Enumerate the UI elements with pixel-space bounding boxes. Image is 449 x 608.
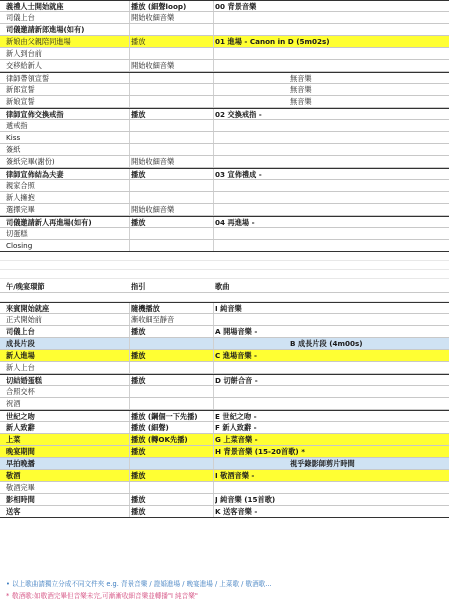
table-row [0,204,449,216]
column-divider [129,362,130,373]
column-divider [213,422,214,433]
column-divider [129,228,130,239]
column-divider [129,132,130,143]
cell-step: 影相時間 [6,495,35,504]
cell-instruction: 開始收細音樂 [131,61,175,70]
table-row [0,422,449,434]
column-divider [213,204,214,215]
column-divider [213,120,214,131]
cell-song: 03 宣佈禮成 - [215,170,262,179]
column-divider [213,169,214,179]
cell-song: 00 背景音樂 [215,2,257,11]
column-divider [129,434,130,445]
cell-instruction [131,96,213,107]
column-divider [129,422,130,433]
column-divider [213,24,214,35]
table-row [0,228,449,240]
cell-instruction [131,73,213,84]
column-divider [213,36,214,47]
cell-instruction: 播放 [131,110,146,119]
column-divider [213,470,214,481]
column-divider [129,120,130,131]
cell-step: 送客 [6,507,21,516]
cell-song [215,180,445,191]
table-row [0,96,449,108]
cell-step: 早拍晚播 [6,459,35,468]
cell-instruction [131,240,213,251]
table-row [0,314,449,326]
table-row [0,180,449,192]
cell-step: 簽紙完畢(謝份) [6,157,55,166]
column-divider [213,144,214,155]
cell-instruction [131,458,213,469]
cell-step: 來賓開始就座 [6,304,50,313]
cell-song [215,204,445,215]
column-divider [213,96,214,107]
cell-step: Closing [6,241,33,250]
cell-instruction: 播放 (細聲) [131,423,169,432]
table-row [0,48,449,60]
column-divider [213,386,214,397]
cell-song: A 開場音樂 - [215,327,258,336]
table-row [0,338,449,350]
table-row [0,494,449,506]
cell-step: 司儀上台 [6,327,35,336]
cell-step: 敬酒 [6,471,21,480]
cell-step: 新人致辭 [6,423,35,432]
cell-step: 簽紙 [6,145,21,154]
cell-song [215,192,445,203]
table-row [0,398,449,410]
column-divider [213,240,214,251]
table-row [0,434,449,446]
cell-instruction: 播放 (鋼個一下先播) [131,412,198,421]
cell-instruction [131,362,213,373]
cell-step: 新娘宣誓 [6,97,35,106]
table-row [0,144,449,156]
column-divider [213,411,214,421]
cell-song-note: 無音樂 [290,85,312,94]
cell-instruction [131,144,213,155]
column-divider [213,109,214,119]
column-divider [129,314,130,325]
cell-song: 02 交換戒指 - [215,110,262,119]
table-row [0,24,449,36]
cell-song: G 上菜音樂 - [215,435,258,444]
column-divider [213,228,214,239]
column-divider [213,132,214,143]
cell-step: 律師宣佈交換戒指 [6,110,64,119]
cell-instruction: 播放 [131,351,146,360]
table-row [0,350,449,362]
column-divider [213,1,214,11]
column-divider [129,411,130,421]
table-row [0,36,449,48]
cell-step: 新郎宣誓 [6,85,35,94]
cell-song [215,228,445,239]
table-row [0,12,449,24]
column-divider [213,446,214,457]
header-instruction: 指引 [131,282,146,291]
column-divider [129,303,130,313]
cell-instruction [131,84,213,95]
cell-step: 切結婚蛋糕 [6,376,42,385]
column-divider [213,326,214,337]
cell-song: C 進場音樂 - [215,351,258,360]
table-row [0,84,449,96]
column-divider [213,434,214,445]
cell-step: 世紀之吻 [6,412,35,421]
cell-song: I 純音樂 [215,304,242,313]
column-divider [213,60,214,71]
cell-instruction: 播放 [131,376,146,385]
cell-instruction: 播放 [131,447,146,456]
table-row [0,0,449,12]
cell-step: 新娘由父親陪同進場 [6,37,71,46]
cell-song [215,132,445,143]
column-divider [213,482,214,493]
cell-step: 合照交杯 [6,387,35,396]
table-row [0,168,449,180]
header-step: 午/晚宴環節 [6,282,45,291]
cell-step: 成長片段 [6,339,35,348]
column-divider [129,482,130,493]
cell-step: 司儀邀請新郎進場(如有) [6,25,85,34]
column-divider [213,73,214,83]
cell-song: I 敬酒音樂 - [215,471,255,480]
column-divider [129,84,130,95]
column-divider [129,96,130,107]
cell-step: 交移給新人 [6,61,42,70]
note-folders: • 以上歌曲請獨立分成不同文件夾 e.g. 背景音樂 / 證婚進場 / 晚宴進場 / 上菜歌 / 敬酒歌... [6,580,272,588]
cell-song [215,386,445,397]
column-divider [213,458,214,469]
table-row [0,72,449,84]
cell-step: 律師宣佈結為夫妻 [6,170,64,179]
cell-song [215,156,445,167]
cell-instruction [131,48,213,59]
cell-step: 親家合照 [6,181,35,190]
column-divider [213,494,214,505]
table-row [0,192,449,204]
cell-song [215,120,445,131]
column-divider [129,326,130,337]
column-divider [129,470,130,481]
cell-step: 義禮人士開始就座 [6,2,64,11]
cell-song [215,48,445,59]
cell-instruction [131,180,213,191]
column-divider [129,217,130,227]
empty-row [0,270,449,279]
column-divider [129,240,130,251]
cell-instruction: 播放 [131,37,146,46]
table-row [0,216,449,228]
table-row [0,446,449,458]
column-divider [129,338,130,349]
cell-instruction [131,482,213,493]
column-divider [213,192,214,203]
column-divider [213,303,214,313]
cell-step: 正式開始前 [6,315,42,324]
cell-song: H 背景音樂 (15-20首歌) * [215,447,305,456]
table-row [0,326,449,338]
column-divider [129,350,130,361]
table-row [0,60,449,72]
column-divider [213,217,214,227]
column-divider [129,375,130,385]
cell-song [215,482,445,493]
cell-step: 祝酒 [6,399,21,408]
table-row [0,108,449,120]
cell-step: 新人擁抱 [6,193,35,202]
cell-step: 新人進場 [6,351,35,360]
table-row [0,374,449,386]
cell-instruction [131,338,213,349]
cell-step: 上菜 [6,435,21,444]
column-divider [129,1,130,11]
column-divider [129,36,130,47]
table-row [0,132,449,144]
column-divider [129,24,130,35]
cell-song: 04 再進場 - [215,218,255,227]
cell-song-note: B 成長片段 (4m00s) [290,339,363,348]
column-divider [129,506,130,517]
column-divider [129,180,130,191]
cell-song: F 新人致辭 - [215,423,257,432]
table-row [0,240,449,252]
column-divider [129,48,130,59]
table-row [0,482,449,494]
column-divider [129,458,130,469]
column-divider [129,386,130,397]
column-divider [213,12,214,23]
cell-instruction: 播放 (細聲loop) [131,2,187,11]
cell-instruction: 隨機播放 [131,304,160,313]
column-divider [129,109,130,119]
cell-song: 01 進場 - Canon in D (5m02s) [215,37,330,46]
column-divider [213,398,214,409]
cell-step: Kiss [6,133,21,142]
note-toast-music: * 敬酒歌:如敬酒完畢但音樂未完,可漸漸收細音樂並轉播"I 純音樂" [6,592,198,600]
cell-instruction: 播放 [131,507,146,516]
table-header [0,279,449,293]
column-divider [213,350,214,361]
column-divider [213,156,214,167]
column-divider [213,338,214,349]
cell-song [215,240,445,251]
cell-instruction [131,228,213,239]
cell-instruction: 播放 (轉OK先播) [131,435,188,444]
column-divider [129,73,130,83]
cell-instruction: 開始收細音樂 [131,13,175,22]
cell-song [215,362,445,373]
table-row [0,302,449,314]
cell-song [215,144,445,155]
cell-step: 遞戒指 [6,121,28,130]
cell-instruction [131,120,213,131]
header-song: 歌曲 [215,282,230,291]
cell-instruction: 播放 [131,471,146,480]
cell-instruction: 播放 [131,170,146,179]
column-divider [129,192,130,203]
column-divider [129,204,130,215]
column-divider [129,156,130,167]
column-divider [129,12,130,23]
cell-song: K 送客音樂 - [215,507,258,516]
cell-song [215,398,445,409]
cell-song: E 世紀之吻 - [215,412,257,421]
cell-song [215,60,445,71]
column-divider [129,494,130,505]
empty-row [0,293,449,302]
cell-instruction: 播放 [131,327,146,336]
cell-instruction: 開始收細音樂 [131,157,175,166]
cell-song [215,24,445,35]
cell-song: J 純音樂 (15首歌) [215,495,276,504]
table-row [0,156,449,168]
column-divider [213,180,214,191]
cell-instruction: 漸收細至靜音 [131,315,175,324]
cell-instruction [131,24,213,35]
cell-step: 切蛋糕 [6,229,28,238]
table-row [0,506,449,518]
column-divider [129,169,130,179]
table-row [0,470,449,482]
column-divider [213,362,214,373]
column-divider [129,144,130,155]
table-row [0,120,449,132]
empty-row [0,252,449,261]
column-divider [129,398,130,409]
cell-instruction: 播放 [131,495,146,504]
cell-instruction: 播放 [131,218,146,227]
column-divider [129,446,130,457]
cell-song [215,12,445,23]
column-divider [213,84,214,95]
table-row [0,386,449,398]
cell-step: 選擇完畢 [6,205,35,214]
cell-song [215,314,445,325]
cell-step: 律師帶領宣誓 [6,74,50,83]
cell-instruction: 開始收細音樂 [131,205,175,214]
column-divider [213,375,214,385]
cell-step: 新人到台前 [6,49,42,58]
cell-step: 新人上台 [6,363,35,372]
table-row [0,410,449,422]
cell-instruction [131,132,213,143]
column-divider [213,506,214,517]
cell-instruction [131,398,213,409]
cell-step: 司儀邀請新人再進場(如有) [6,218,92,227]
column-divider [213,314,214,325]
cell-step: 晚宴期間 [6,447,35,456]
cell-instruction [131,192,213,203]
cell-step: 敬酒完畢 [6,483,35,492]
cell-song: D 切餅合音 - [215,376,258,385]
cell-song-note: 無音樂 [290,74,312,83]
column-divider [213,48,214,59]
cell-step: 司儀上台 [6,13,35,22]
table-row [0,362,449,374]
table-row [0,458,449,470]
empty-row [0,261,449,270]
cell-song-note: 無音樂 [290,97,312,106]
cell-song-note: 視乎錄影師剪片時間 [290,459,355,468]
column-divider [129,60,130,71]
cell-instruction [131,386,213,397]
